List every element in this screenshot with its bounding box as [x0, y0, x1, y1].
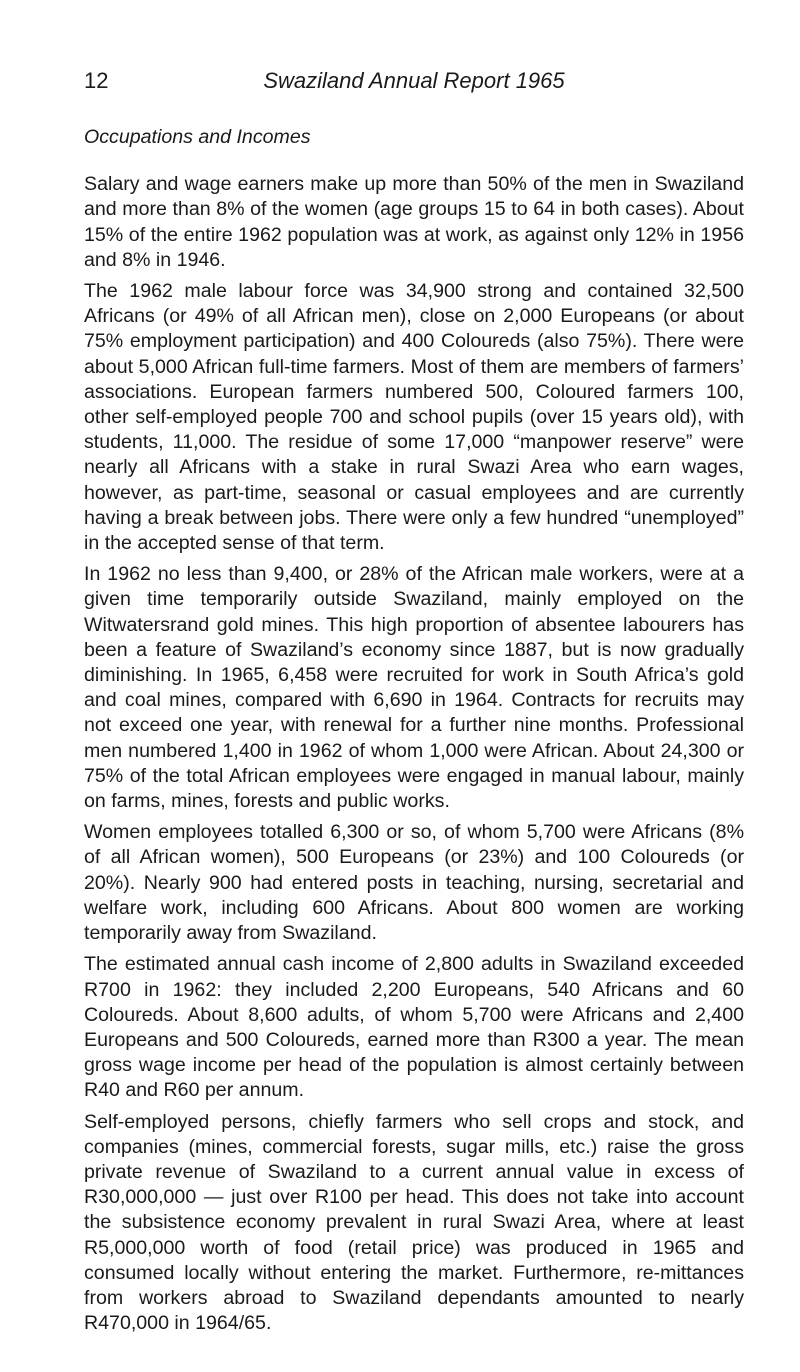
running-title: Swaziland Annual Report 1965 [263, 68, 565, 93]
paragraph-male-labour-force: The 1962 male labour force was 34,900 strong and contained 32,500 Africans (or 49% of all African men), close on 2,000 Europeans (or about 75% employment participation) and 400 Coloureds (also 75%). There were about 5,000 African full-time farmers. Most of them are members of farmers’ associations. European farmers numbered 500, Coloured farmers 100, other self-employed people 700 and school pupils (over 15 years old), with students, 11,000. The residue of some 17,000 “manpower reserve” were nearly all Africans with a stake in rural Swazi Area who earn wages, however, as part-time, seasonal or casual employees and are currently having a break between jobs. There were only a few hundred “unemployed” in the accepted sense of that term. [84, 280, 744, 555]
section-title: Occupations and Incomes [84, 126, 311, 148]
paragraph-women-employees: Women employees totalled 6,300 or so, of whom 5,700 were Africans (8% of all African women), 500 Europeans (or 23%) and 100 Coloureds (or 20%). Nearly 900 had entered posts in teaching, nursing, secretarial and welfare work, including 600 Africans. About 800 women are working temporarily away from Swaziland. [84, 821, 744, 945]
paragraph-absentee-workers: In 1962 no less than 9,400, or 28% of the African male workers, were at a given time temporarily outside Swaziland, mainly employed on the Witwatersrand gold mines. This high proportion of absentee labourers has been a feature of Swaziland’s economy since 1887, but is now gradually diminishing. In 1965, 6,458 were recruited for work in South Africa’s gold and coal mines, compared with 6,690 in 1964. Contracts for recruits may not exceed one year, with renewal for a further nine months. Professional men numbered 1,400 in 1962 of whom 1,000 were African. About 24,300 or 75% of the total African employees were engaged in manual labour, mainly on farms, mines, forests and public works. [84, 563, 744, 813]
page-number: 12 [84, 68, 109, 93]
paragraph-labour-share: Salary and wage earners make up more than 50% of the men in Swaziland and more than 8% of the women (age groups 15 to 64 in both cases). About 15% of the entire 1962 population was at work, as against only 12% in 1956 and 8% in 1946. [84, 173, 744, 271]
page-header [84, 68, 744, 100]
paragraph-cash-income: The estimated annual cash income of 2,800 adults in Swaziland exceeded R700 in 1962: they included 2,200 Europeans, 540 Africans and 60 Coloureds. About 8,600 adults, of whom 5,700 were Africans and 2,400 Europeans and 500 Coloureds, earned more than R300 a year. The mean gross wage income per head of the population is almost certainly between R40 and R60 per annum. [84, 953, 744, 1102]
paragraph-private-revenue: Self-employed persons, chiefly farmers who sell crops and stock, and companies (mines, commercial forests, sugar mills, etc.) raise the gross private revenue of Swaziland to a current annual value in excess of R30,000,000 — just over R100 per head. This does not take into account the subsistence economy prevalent in rural Swazi Area, where at least R5,000,000 worth of food (retail price) was produced in 1965 and consumed locally without entering the market. Furthermore, re-mittances from workers abroad to Swaziland dependants amounted to nearly R470,000 in 1964/65. [84, 1110, 744, 1335]
main-content [84, 125, 744, 1342]
